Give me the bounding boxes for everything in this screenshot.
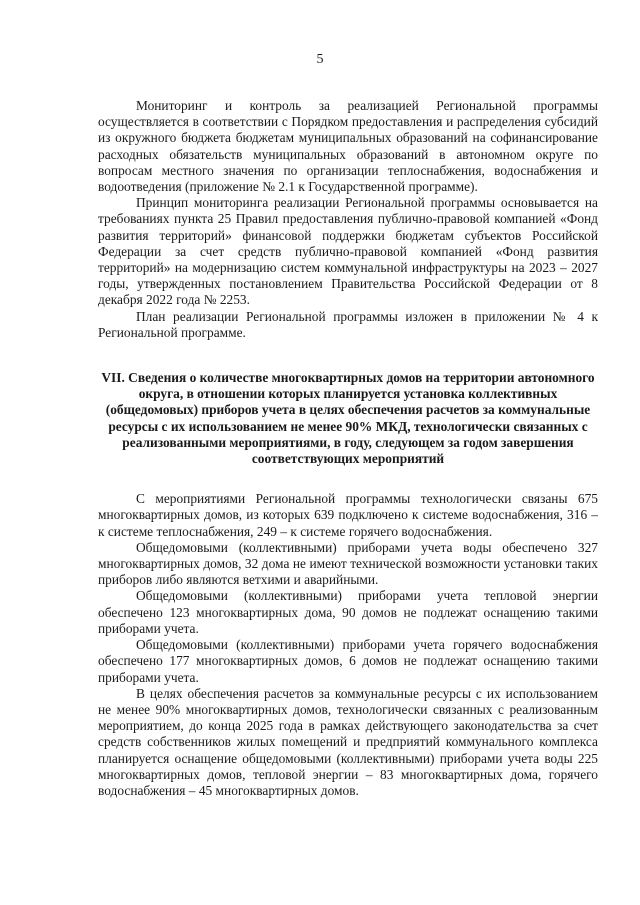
paragraph-water-meters: Общедомовыми (коллективными) приборами учета воды обеспечено 327 многоквартирных домов, 32 дома не имеют технической возможности установки таких приборов либо являются ветхими и аварийными. [98,539,598,588]
paragraph-linked-houses: С мероприятиями Региональной программы технологически связаны 675 многоквартирных домов, из которых 639 подключено к системе водоснабжения, 316 – к системе теплоснабжения, 249 – к системе горячего водоснабжения. [98,491,598,539]
paragraph-monitoring: Мониторинг и контроль за реализацией Региональной программы осуществляется в соответствии с Порядком предоставления и распределения субсидий из окружного бюджета бюджетам муниципальных образований на софинансирование расходных обязательств муниципальных образований в автономном округе по вопросам местного значения по организации теплоснабжения, водоснабжения и водоотведения (приложение № 2.1 к Государственной программе). [98,98,598,195]
paragraph-metering-plan: В целях обеспечения расчетов за коммунальные ресурсы с их использованием не менее 90% многоквартирных домов, технологически связанных с реализованным мероприятием, до конца 2025 года в рамках действующего законодательства за счет средств собственников жилых помещений и предприятий коммунального комплекса планируется оснащение общедомовыми (коллективными) приборами учета воды 225 многоквартирных домов, тепловой энергии – 83 многоквартирных дома, горячего водоснабжения – 45 многоквартирных домов. [98,685,598,798]
paragraph-monitoring-principle: Принцип мониторинга реализации Региональной программы основывается на требованиях пункта 25 Правил предоставления публично-правовой компанией «Фонд развития территорий» финансовой поддержки бюджетам субъектов Российской Федерации за счет средств публично-правовой компанией «Фонд развития территорий» на модернизацию систем коммунальной инфраструктуры на 2023 – 2027 годы, утвержденных постановлением Правительства Российской Федерации от 8 декабря 2022 года № 2253. [98,195,598,308]
page-number: 5 [316,52,324,67]
section-heading: VII. Сведения о количестве многоквартирных домов на территории автономного округа, в отношении которых планируется установка коллективных (общедомовых) приборов учета в целях обеспечения расчетов за коммунальные ресурсы с их использованием не менее 90% МКД, технологически связанных с реализованными мероприятиями, в году, следующем за годом завершения соответствующих мероприятий [101,370,595,467]
paragraph-implementation-plan: План реализации Региональной программы изложен в приложении № 4 к Региональной программе. [98,308,598,340]
document-body [98,98,598,799]
paragraph-heat-meters: Общедомовыми (коллективными) приборами учета тепловой энергии обеспечено 123 многоквартирных дома, 90 домов не подлежат оснащению такими приборами учета. [98,588,598,636]
paragraph-hot-water-meters: Общедомовыми (коллективными) приборами учета горячего водоснабжения обеспечено 177 многоквартирных домов, 6 домов не подлежат оснащению такими приборами учета. [98,637,598,685]
